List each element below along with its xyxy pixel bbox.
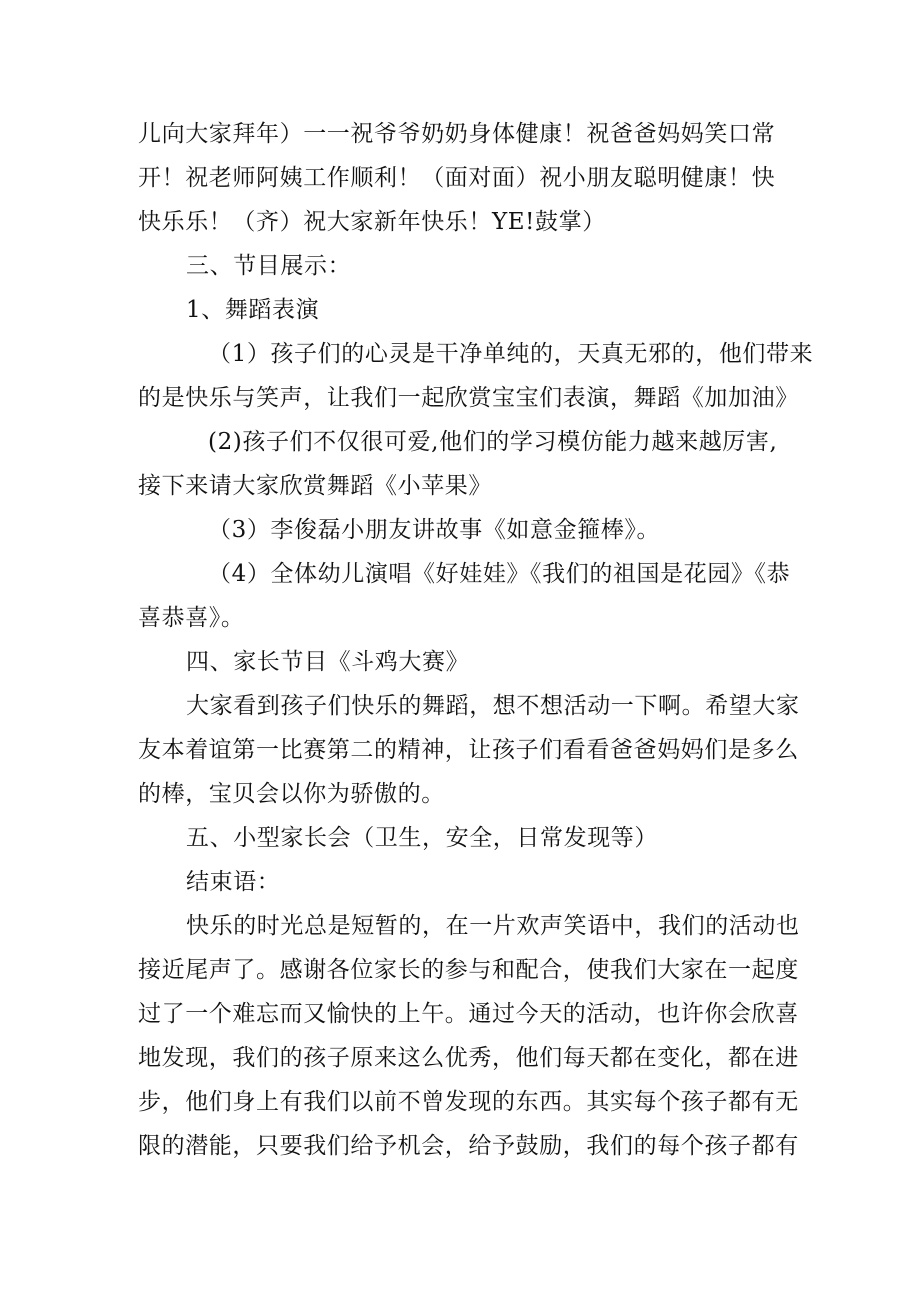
text-line-10: （3）李俊磊小朋友讲故事《如意金箍棒》。 (208, 517, 661, 543)
text-line-1: 儿向大家拜年）一一祝爷爷奶奶身体健康！祝爸爸妈妈笑口常 (138, 121, 776, 147)
subheading-dance: 1、舞蹈表演 (186, 297, 320, 323)
text-line-16: 的棒，宝贝会以你为骄傲的。 (138, 781, 445, 807)
document-page (138, 112, 814, 1168)
text-line-23: 步，他们身上有我们以前不曾发现的东西。其实每个孩子都有无 (138, 1089, 799, 1115)
text-line-9: 接下来请大家欣赏舞蹈《小苹果》 (138, 473, 492, 499)
text-line-22: 地发现，我们的孩子原来这么优秀，他们每天都在变化，都在进 (138, 1045, 799, 1071)
text-line-24: 限的潜能，只要我们给予机会，给予鼓励，我们的每个孩子都有 (138, 1133, 799, 1159)
text-line-2: 开！祝老师阿姨工作顺利！（面对面）祝小朋友聪明健康！快 (138, 165, 776, 191)
section-heading-parents: 四、家长节目《斗鸡大赛》 (186, 649, 470, 675)
text-line-3: 快乐乐！（齐）祝大家新年快乐！YE!鼓掌） (138, 209, 606, 235)
section-heading-program: 三、节目展示： (186, 253, 352, 279)
text-line-21: 过了一个难忘而又愉快的上午。通过今天的活动，也许你会欣喜 (138, 1001, 799, 1027)
text-line-11: （4）全体幼儿演唱《好娃娃》《我们的祖国是花园》《恭 (208, 561, 791, 587)
text-line-12: 喜恭喜》。 (138, 605, 245, 631)
text-line-19: 快乐的时光总是短暂的，在一片欢声笑语中，我们的活动也 (186, 913, 800, 939)
text-line-20: 接近尾声了。感谢各位家长的参与和配合，使我们大家在一起度 (138, 957, 799, 983)
text-line-15: 友本着谊第一比赛第二的精神，让孩子们看看爸爸妈妈们是多么 (138, 737, 799, 763)
text-line-8: (2)孩子们不仅很可爱,他们的学习模仿能力越来越厉害, (208, 429, 778, 455)
section-heading-meeting: 五、小型家长会（卫生，安全，日常发现等） (186, 825, 658, 851)
section-heading-closing: 结束语： (186, 869, 281, 895)
text-line-6: （1）孩子们的心灵是干净单纯的，天真无邪的，他们带来 (208, 341, 814, 367)
text-line-14: 大家看到孩子们快乐的舞蹈，想不想活动一下啊。希望大家 (186, 693, 800, 719)
text-line-7: 的是快乐与笑声，让我们一起欣赏宝宝们表演，舞蹈《加加油》 (138, 385, 799, 411)
